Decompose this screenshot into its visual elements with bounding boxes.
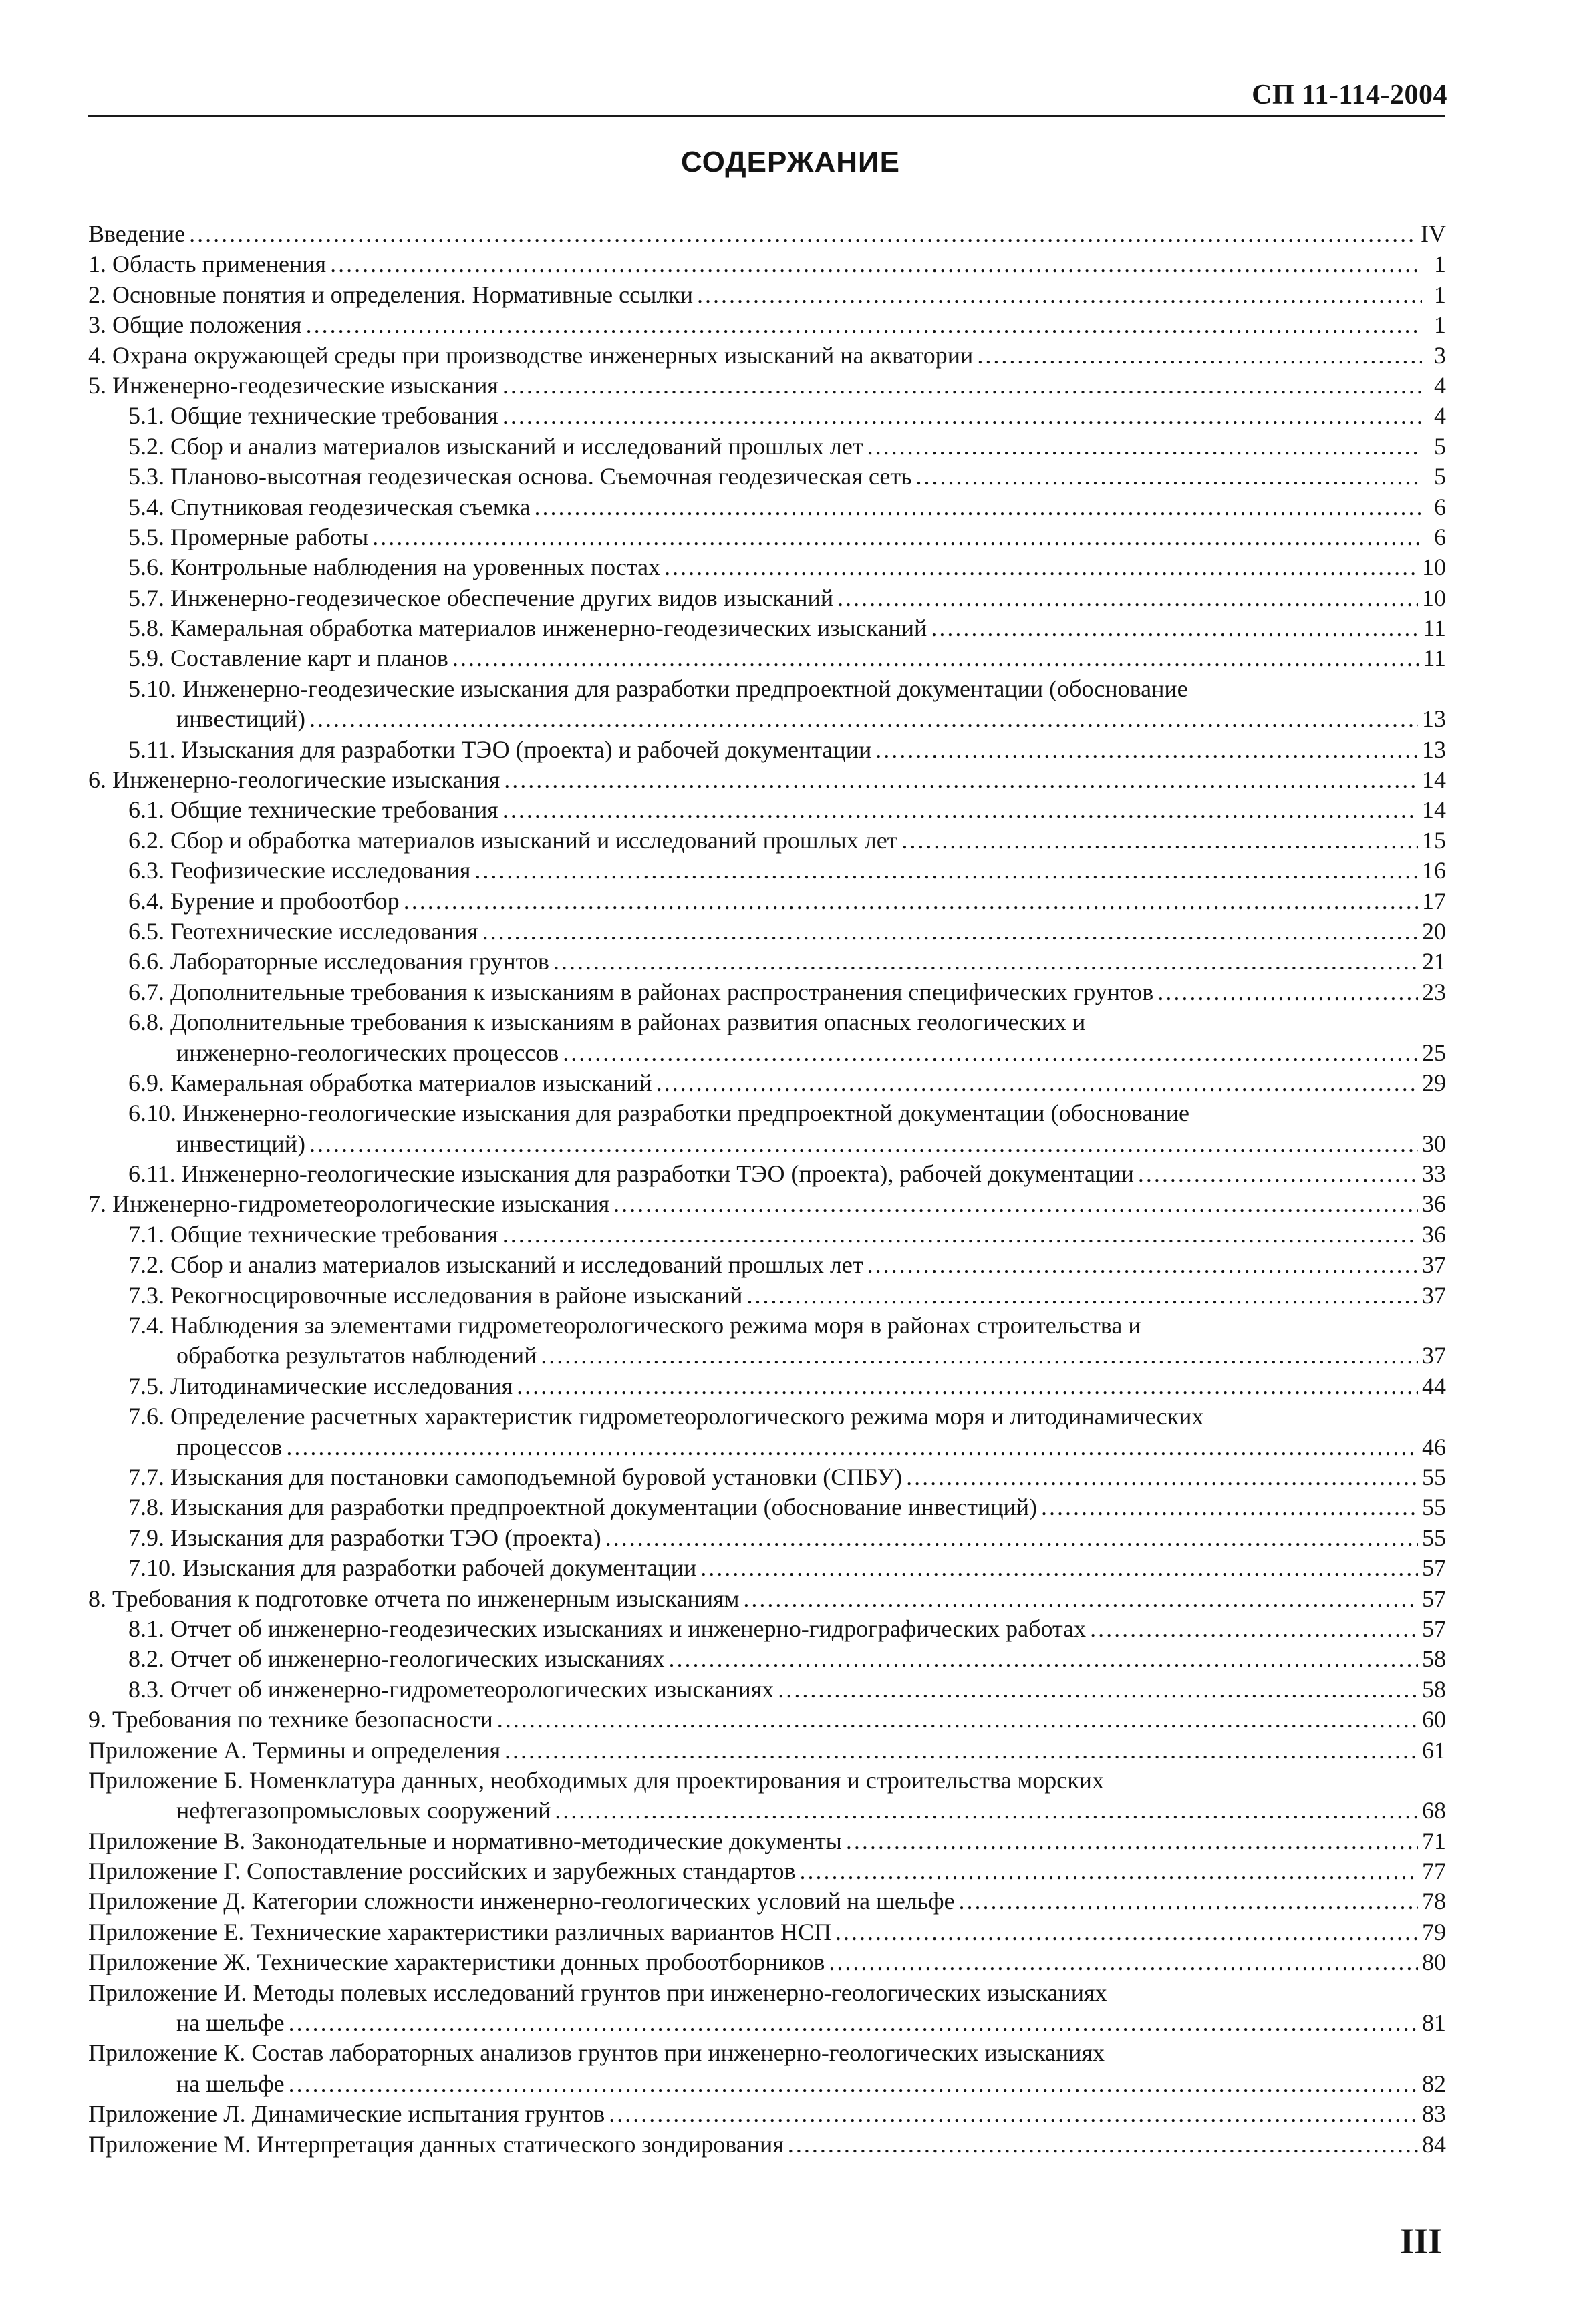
toc-entry [88, 1311, 1446, 1341]
toc-entry-page: 10 [1422, 554, 1446, 581]
dot-leader [778, 1675, 1418, 1705]
toc-entry [88, 1675, 1446, 1705]
toc-entry-text: на шельфе [176, 2069, 285, 2097]
toc-entry [88, 492, 1446, 522]
toc-entry-text: Приложение Г. Сопоставление российских и зарубежных стандартов [88, 1858, 796, 1885]
toc-entry-page: 5 [1434, 432, 1446, 460]
toc-entry [88, 1947, 1446, 1977]
toc-entry-text: 5.4. Спутниковая геодезическая съемка [128, 493, 531, 520]
toc-entry-text: Приложение Ж. Технические характеристики донных пробоотборников [88, 1949, 825, 1976]
toc-entry-page: 77 [1422, 1858, 1446, 1885]
toc-entry-text: 7.4. Наблюдения за элементами гидрометеорологического режима моря в районах строительства и [128, 1312, 1141, 1339]
dot-leader [502, 795, 1418, 825]
toc-entry-text: Приложение И. Методы полевых исследований грунтов при инженерно-геологических изысканиях [88, 1979, 1107, 2006]
toc-entry [88, 552, 1446, 583]
toc-entry-page: 4 [1434, 371, 1446, 399]
toc-entry-text: Приложение Б. Номенклатура данных, необходимых для проектирования и строительства морских [88, 1766, 1104, 1794]
toc-entry-page: 14 [1422, 796, 1446, 824]
toc-entry-page: 20 [1422, 917, 1446, 945]
toc-entry-text: 7.1. Общие технические требования [128, 1220, 498, 1248]
toc-entry-page: 57 [1422, 1615, 1446, 1642]
toc-entry [88, 1856, 1446, 1886]
toc-entry [88, 674, 1446, 704]
toc-entry [88, 1644, 1446, 1674]
toc-entry [88, 432, 1446, 462]
toc-entry-page: 58 [1422, 1645, 1446, 1673]
toc-entry-text: 6.9. Камеральная обработка материалов изысканий [128, 1069, 652, 1096]
dot-leader [482, 917, 1418, 947]
dot-leader [656, 1068, 1418, 1098]
toc-entry [88, 1159, 1446, 1189]
toc-entry-page: 78 [1422, 1888, 1446, 1915]
toc-entry-text: 5.1. Общие технические требования [128, 402, 498, 430]
toc-entry-page: 57 [1422, 1585, 1446, 1612]
toc-entry-page: 60 [1422, 1706, 1446, 1733]
toc-entry [88, 1766, 1446, 1796]
toc-entry-text: 5.3. Планово-высотная геодезическая основа. Съемочная геодезическая сеть [128, 463, 912, 490]
dot-leader [901, 826, 1418, 856]
toc-entry-text: 5.6. Контрольные наблюдения на уровенных постах [128, 554, 661, 581]
dot-leader [555, 1796, 1418, 1826]
dot-leader [563, 1038, 1418, 1068]
toc-entry-text: 5.5. Промерные работы [128, 523, 369, 550]
toc-entry [88, 1584, 1446, 1614]
toc-entry-text: 3. Общие положения [88, 311, 302, 339]
toc-entry [88, 704, 1446, 734]
toc-entry-page: 6 [1434, 493, 1446, 520]
toc-entry-page: 46 [1422, 1433, 1446, 1460]
toc-entry-text: 8.1. Отчет об инженерно-геодезических изысканиях и инженерно-гидрографических работах [128, 1615, 1087, 1642]
toc-entry-page: 1 [1434, 311, 1446, 339]
toc-entry [88, 1735, 1446, 1766]
toc-entry-text: 6.8. Дополнительные требования к изысканиям в районах развития опасных геологических и [128, 1009, 1086, 1036]
toc-entry [88, 1341, 1446, 1371]
toc-entry [88, 1371, 1446, 1401]
toc-entry [88, 583, 1446, 613]
toc-entry-page: 81 [1422, 2009, 1446, 2037]
toc-entry-text: инвестиций) [176, 705, 305, 733]
toc-entry-text: 8. Требования к подготовке отчета по инженерным изысканиям [88, 1585, 740, 1612]
dot-leader [309, 704, 1418, 734]
toc-entry-text: 5. Инженерно-геодезические изыскания [88, 371, 498, 399]
toc-entry-text: Приложение Л. Динамические испытания грунтов [88, 2100, 605, 2128]
toc-entry [88, 401, 1446, 431]
toc-entry [88, 1068, 1446, 1098]
toc-entry [88, 856, 1446, 886]
dot-leader [474, 856, 1418, 886]
toc-entry-page: 30 [1422, 1130, 1446, 1157]
toc-entry [88, 2130, 1446, 2160]
toc-entry [88, 1614, 1446, 1644]
toc-entry [88, 1007, 1446, 1037]
toc-entry-text: 8.3. Отчет об инженерно-гидрометеорологических изысканиях [128, 1675, 774, 1703]
toc-entry-page: 15 [1422, 826, 1446, 854]
dot-leader [959, 1886, 1418, 1917]
toc-entry [88, 613, 1446, 643]
toc-entry-text: 9. Требования по технике безопасности [88, 1706, 493, 1733]
dot-leader [289, 2008, 1418, 2038]
toc-entry-text: 6. Инженерно-геологические изыскания [88, 766, 500, 794]
dot-leader [835, 1917, 1418, 1947]
page-number: III [1399, 2221, 1442, 2261]
toc-entry [88, 765, 1446, 795]
toc-entry [88, 249, 1446, 279]
toc-entry [88, 1129, 1446, 1159]
toc-entry-text: Приложение Е. Технические характеристики различных вариантов НСП [88, 1918, 832, 1945]
toc-entry [88, 1705, 1446, 1735]
toc-entry [88, 2008, 1446, 2038]
toc-entry [88, 1401, 1446, 1432]
table-of-contents [88, 219, 1446, 2160]
toc-entry [88, 341, 1446, 371]
toc-entry-page: 17 [1422, 887, 1446, 915]
toc-entry-page: 1 [1434, 251, 1446, 278]
toc-entry-text: Приложение К. Состав лабораторных анализов грунтов при инженерно-геологических изысканиях [88, 2039, 1105, 2067]
toc-entry-page: 61 [1422, 1736, 1446, 1764]
dot-leader [846, 1826, 1418, 1856]
toc-entry-page: 37 [1422, 1281, 1446, 1309]
toc-entry [88, 1190, 1446, 1220]
toc-entry [88, 1917, 1446, 1947]
toc-entry-page: 11 [1423, 645, 1446, 672]
toc-entry-text: 6.2. Сбор и обработка материалов изысканий и исследований прошлых лет [128, 826, 898, 854]
dot-leader [829, 1947, 1418, 1977]
toc-entry [88, 795, 1446, 825]
dot-leader [788, 2130, 1418, 2160]
toc-entry-text: 5.2. Сбор и анализ материалов изысканий и исследований прошлых лет [128, 432, 863, 460]
toc-entry-text: 6.5. Геотехнические исследования [128, 917, 478, 945]
dot-leader [1090, 1614, 1418, 1644]
dot-leader [553, 947, 1418, 977]
dot-leader [700, 1553, 1418, 1583]
toc-entry [88, 643, 1446, 673]
toc-entry-text: 5.8. Камеральная обработка материалов инженерно-геодезических изысканий [128, 615, 927, 642]
dot-leader [452, 643, 1419, 673]
dot-leader [800, 1856, 1418, 1886]
toc-entry-text: 7.9. Изыскания для разработки ТЭО (проекта) [128, 1524, 601, 1551]
toc-entry [88, 1220, 1446, 1250]
dot-leader [330, 249, 1422, 279]
dot-leader [541, 1341, 1418, 1371]
dot-leader [875, 735, 1418, 765]
toc-entry-page: 36 [1422, 1220, 1446, 1248]
toc-entry-page: 36 [1422, 1190, 1446, 1218]
toc-entry-text: Введение [88, 220, 186, 247]
toc-entry-text: процессов [176, 1433, 283, 1460]
toc-entry [88, 1250, 1446, 1280]
toc-entry-text: 5.10. Инженерно-геодезические изыскания для разработки предпроектной документации (обоснование [128, 675, 1188, 702]
dot-leader [502, 1220, 1418, 1250]
toc-entry [88, 310, 1446, 340]
dot-leader [534, 492, 1422, 522]
toc-entry [88, 947, 1446, 977]
toc-entry [88, 1553, 1446, 1583]
dot-leader [404, 886, 1418, 917]
toc-entry [88, 2069, 1446, 2099]
toc-entry-text: инженерно-геологических процессов [176, 1039, 559, 1066]
toc-entry-text: Приложение А. Термины и определения [88, 1736, 501, 1764]
toc-entry-text: 7.3. Рекогносцировочные исследования в районе изысканий [128, 1281, 743, 1309]
dot-leader [306, 310, 1422, 340]
toc-entry-page: 83 [1422, 2100, 1446, 2128]
dot-leader [504, 765, 1418, 795]
toc-entry-page: 37 [1422, 1251, 1446, 1279]
toc-entry [88, 826, 1446, 856]
toc-entry-text: 7.2. Сбор и анализ материалов изысканий и исследований прошлых лет [128, 1251, 863, 1279]
toc-entry-text: 4. Охрана окружающей среды при производстве инженерных изысканий на акватории [88, 341, 974, 369]
toc-entry [88, 1826, 1446, 1856]
toc-entry [88, 977, 1446, 1007]
toc-entry-text: 7.10. Изыскания для разработки рабочей документации [128, 1554, 697, 1582]
toc-entry-text: 7. Инженерно-гидрометеорологические изыскания [88, 1190, 610, 1218]
toc-entry [88, 2038, 1446, 2068]
toc-entry [88, 1281, 1446, 1311]
toc-entry-text: 5.7. Инженерно-геодезическое обеспечение других видов изысканий [128, 584, 834, 611]
dot-leader [309, 1129, 1418, 1159]
toc-entry-page: 3 [1434, 341, 1446, 369]
toc-entry-text: 6.3. Геофизические исследования [128, 857, 471, 884]
toc-entry-text: Приложение В. Законодательные и нормативно-методические документы [88, 1827, 842, 1854]
dot-leader [502, 401, 1422, 431]
dot-leader [505, 1735, 1418, 1766]
toc-entry-page: 5 [1434, 463, 1446, 490]
toc-entry-page: 23 [1422, 978, 1446, 1005]
toc-entry-text: нефтегазопромысловых сооружений [176, 1797, 551, 1824]
toc-entry-text: 5.11. Изыскания для разработки ТЭО (проекта) и рабочей документации [128, 735, 872, 763]
toc-entry-text: 6.7. Дополнительные требования к изысканиям в районах распространения специфических грунтов [128, 978, 1154, 1005]
dot-leader [697, 280, 1422, 310]
toc-entry [88, 2099, 1446, 2129]
dot-leader [502, 371, 1422, 401]
toc-entry-page: 44 [1422, 1372, 1446, 1399]
toc-entry-text: 7.6. Определение расчетных характеристик гидрометеорологического режима моря и литодинамических [128, 1403, 1204, 1430]
toc-entry-page: 33 [1422, 1160, 1446, 1188]
toc-entry-text: обработка результатов наблюдений [176, 1342, 537, 1369]
toc-entry-page: 11 [1423, 615, 1446, 642]
toc-entry-text: 6.4. Бурение и пробоотбор [128, 887, 400, 915]
toc-entry-text: 7.7. Изыскания для постановки самоподъемной буровой установки (СПБУ) [128, 1464, 903, 1490]
toc-entry-text: 1. Область применения [88, 251, 327, 278]
toc-entry-text: 2. Основные понятия и определения. Нормативные ссылки [88, 281, 694, 308]
dot-leader [867, 1250, 1418, 1280]
document-code: СП 11-114-2004 [1252, 79, 1447, 110]
toc-entry [88, 1432, 1446, 1462]
toc-entry [88, 371, 1446, 401]
toc-entry-text: 7.5. Литодинамические исследования [128, 1372, 513, 1399]
dot-leader [517, 1371, 1418, 1401]
toc-entry [88, 917, 1446, 947]
toc-entry-page: 57 [1422, 1554, 1446, 1582]
dot-leader [1157, 977, 1418, 1007]
toc-entry [88, 1978, 1446, 2008]
dot-leader [609, 2099, 1418, 2129]
toc-entry-text: 8.2. Отчет об инженерно-геологических изысканиях [128, 1645, 665, 1673]
toc-entry [88, 1796, 1446, 1826]
dot-leader [906, 1462, 1418, 1492]
toc-entry-page: 55 [1422, 1524, 1446, 1551]
toc-entry [88, 1492, 1446, 1522]
toc-entry-page: 10 [1422, 584, 1446, 611]
toc-entry [88, 1886, 1446, 1917]
toc-title: СОДЕРЖАНИЕ [680, 146, 901, 178]
toc-entry-text: 6.6. Лабораторные исследования грунтов [128, 948, 549, 975]
toc-entry-page: 6 [1434, 523, 1446, 550]
toc-entry [88, 1038, 1446, 1068]
toc-entry-text: 6.1. Общие технические требования [128, 796, 498, 824]
toc-entry-page: 16 [1422, 857, 1446, 884]
toc-entry-page: 55 [1422, 1494, 1446, 1521]
toc-entry-page: 80 [1422, 1949, 1446, 1976]
toc-entry-text: Приложение Д. Категории сложности инженерно-геологических условий на шельфе [88, 1888, 955, 1915]
toc-entry-text: 6.10. Инженерно-геологические изыскания для разработки предпроектной документации (обоснование [128, 1100, 1189, 1127]
toc-entry-page: 4 [1434, 402, 1446, 430]
toc-entry [88, 1462, 1446, 1492]
toc-entry-page: 21 [1422, 948, 1446, 975]
toc-entry-text: 7.8. Изыскания для разработки предпроектной документации (обоснование инвестиций) [128, 1494, 1038, 1521]
toc-entry-text: Приложение М. Интерпретация данных статического зондирования [88, 2130, 784, 2158]
toc-entry-page: 82 [1422, 2069, 1446, 2097]
dot-leader [746, 1281, 1418, 1311]
dot-leader [867, 432, 1422, 462]
toc-entry [88, 219, 1446, 249]
toc-entry-page: 58 [1422, 1675, 1446, 1703]
header-rule [88, 115, 1445, 117]
dot-leader [286, 1432, 1418, 1462]
dot-leader [977, 341, 1422, 371]
dot-leader [605, 1523, 1418, 1553]
toc-entry [88, 886, 1446, 917]
toc-entry-page: 55 [1422, 1464, 1446, 1490]
toc-entry [88, 462, 1446, 492]
dot-leader [1138, 1159, 1418, 1189]
toc-entry-text: инвестиций) [176, 1130, 305, 1157]
toc-entry [88, 280, 1446, 310]
dot-leader [372, 522, 1422, 552]
toc-entry-text: на шельфе [176, 2009, 285, 2037]
toc-entry-page: 13 [1422, 735, 1446, 763]
toc-entry [88, 522, 1446, 552]
dot-leader [931, 613, 1419, 643]
toc-entry-page: 25 [1422, 1039, 1446, 1066]
toc-entry-page: IV [1421, 220, 1446, 247]
dot-leader [289, 2069, 1418, 2099]
toc-entry-page: 1 [1434, 281, 1446, 308]
dot-leader [916, 462, 1422, 492]
toc-entry-page: 71 [1422, 1827, 1446, 1854]
toc-entry-page: 14 [1422, 766, 1446, 794]
dot-leader [743, 1584, 1418, 1614]
toc-entry-page: 37 [1422, 1342, 1446, 1369]
toc-entry-text: 6.11. Инженерно-геологические изыскания для разработки ТЭО (проекта), рабочей документации [128, 1160, 1134, 1188]
toc-entry-page: 79 [1422, 1918, 1446, 1945]
toc-entry [88, 735, 1446, 765]
toc-entry-page: 13 [1422, 705, 1446, 733]
toc-entry-text: 5.9. Составление карт и планов [128, 645, 448, 672]
toc-entry [88, 1098, 1446, 1128]
dot-leader [497, 1705, 1418, 1735]
dot-leader [668, 1644, 1418, 1674]
dot-leader [1041, 1492, 1418, 1522]
toc-entry-page: 29 [1422, 1069, 1446, 1096]
toc-entry [88, 1523, 1446, 1553]
dot-leader [664, 552, 1418, 583]
toc-entry-page: 68 [1422, 1797, 1446, 1824]
dot-leader [837, 583, 1418, 613]
toc-entry-page: 84 [1422, 2130, 1446, 2158]
dot-leader [189, 219, 1417, 249]
dot-leader [613, 1190, 1418, 1220]
